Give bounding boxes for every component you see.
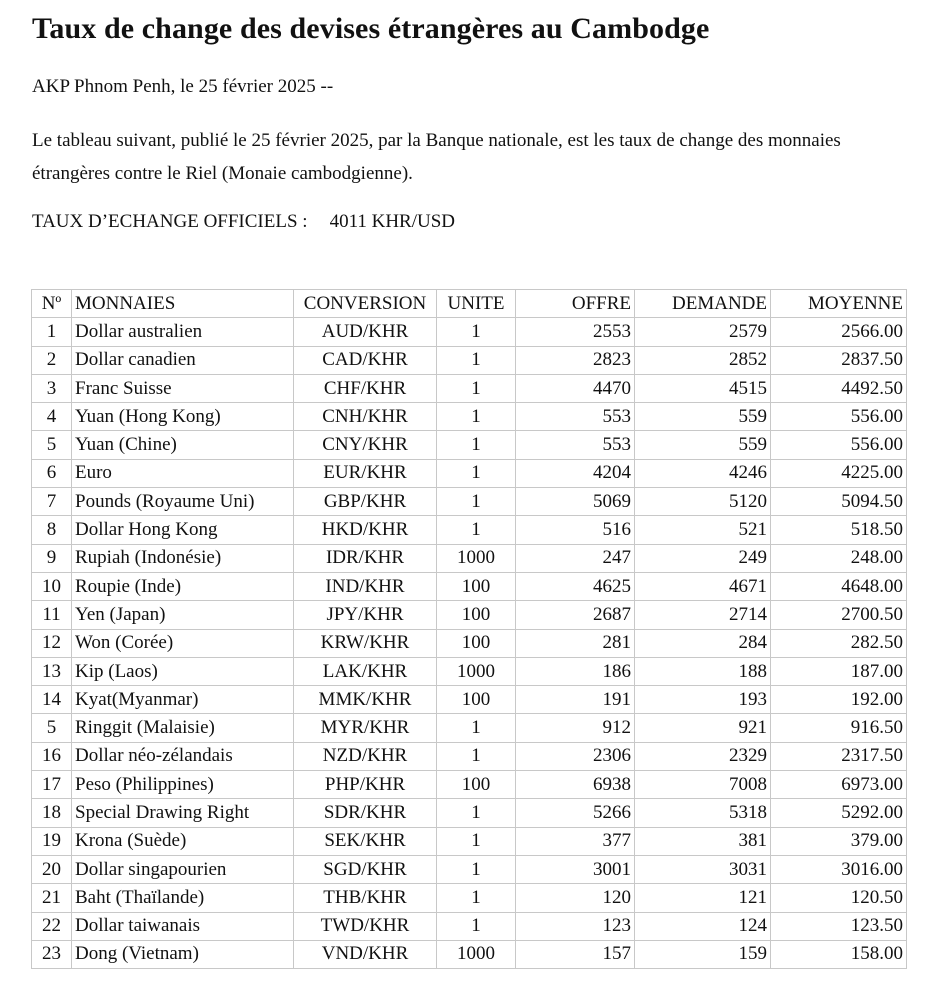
cell-demand: 381 <box>635 827 771 855</box>
cell-offer: 2823 <box>516 346 635 374</box>
table-row <box>32 714 907 742</box>
table-row <box>32 431 907 459</box>
table-row <box>32 855 907 883</box>
cell-unit: 1 <box>437 318 516 346</box>
cell-currency: Rupiah (Indonésie) <box>72 544 294 572</box>
cell-demand: 2714 <box>635 601 771 629</box>
cell-average: 3016.00 <box>771 855 907 883</box>
cell-number: 6 <box>32 459 72 487</box>
cell-number: 5 <box>32 714 72 742</box>
cell-offer: 123 <box>516 912 635 940</box>
cell-average: 2566.00 <box>771 318 907 346</box>
cell-number: 19 <box>32 827 72 855</box>
header-offer: OFFRE <box>516 290 635 318</box>
cell-unit: 1 <box>437 346 516 374</box>
cell-currency: Dollar Hong Kong <box>72 516 294 544</box>
cell-conversion: JPY/KHR <box>294 601 437 629</box>
header-unit: UNITE <box>437 290 516 318</box>
cell-demand: 4671 <box>635 572 771 600</box>
cell-number: 18 <box>32 799 72 827</box>
table-row <box>32 346 907 374</box>
cell-currency: Euro <box>72 459 294 487</box>
cell-number: 17 <box>32 771 72 799</box>
cell-demand: 2329 <box>635 742 771 770</box>
cell-average: 120.50 <box>771 884 907 912</box>
cell-offer: 516 <box>516 516 635 544</box>
table-row <box>32 601 907 629</box>
table-row <box>32 544 907 572</box>
cell-conversion: CNY/KHR <box>294 431 437 459</box>
cell-demand: 4515 <box>635 374 771 402</box>
cell-number: 4 <box>32 403 72 431</box>
cell-average: 2317.50 <box>771 742 907 770</box>
cell-offer: 5266 <box>516 799 635 827</box>
cell-offer: 157 <box>516 940 635 968</box>
cell-offer: 186 <box>516 657 635 685</box>
cell-average: 4225.00 <box>771 459 907 487</box>
cell-currency: Dollar canadien <box>72 346 294 374</box>
cell-number: 9 <box>32 544 72 572</box>
cell-unit: 1 <box>437 799 516 827</box>
cell-demand: 559 <box>635 431 771 459</box>
exchange-rate-table <box>31 289 907 969</box>
cell-conversion: VND/KHR <box>294 940 437 968</box>
cell-offer: 191 <box>516 686 635 714</box>
cell-demand: 7008 <box>635 771 771 799</box>
table-row <box>32 799 907 827</box>
cell-offer: 281 <box>516 629 635 657</box>
cell-conversion: IND/KHR <box>294 572 437 600</box>
cell-unit: 1 <box>437 855 516 883</box>
cell-demand: 3031 <box>635 855 771 883</box>
cell-unit: 1 <box>437 403 516 431</box>
cell-currency: Dollar singapourien <box>72 855 294 883</box>
cell-offer: 4470 <box>516 374 635 402</box>
intro-paragraph: Le tableau suivant, publié le 25 février 2025, par la Banque nationale, est les taux de change des monnaies étrangères contre le Riel (Monaie cambodgienne). <box>32 130 841 184</box>
cell-average: 6973.00 <box>771 771 907 799</box>
cell-demand: 124 <box>635 912 771 940</box>
table-body <box>32 318 907 969</box>
table-row <box>32 827 907 855</box>
cell-number: 2 <box>32 346 72 374</box>
cell-number: 20 <box>32 855 72 883</box>
cell-unit: 1000 <box>437 544 516 572</box>
cell-currency: Ringgit (Malaisie) <box>72 714 294 742</box>
cell-offer: 3001 <box>516 855 635 883</box>
cell-demand: 5120 <box>635 488 771 516</box>
cell-offer: 4204 <box>516 459 635 487</box>
cell-demand: 4246 <box>635 459 771 487</box>
table-row <box>32 516 907 544</box>
cell-unit: 100 <box>437 601 516 629</box>
cell-average: 2837.50 <box>771 346 907 374</box>
table-row <box>32 771 907 799</box>
cell-currency: Dollar taiwanais <box>72 912 294 940</box>
cell-conversion: CHF/KHR <box>294 374 437 402</box>
cell-average: 379.00 <box>771 827 907 855</box>
cell-offer: 2687 <box>516 601 635 629</box>
cell-conversion: TWD/KHR <box>294 912 437 940</box>
cell-conversion: KRW/KHR <box>294 629 437 657</box>
cell-offer: 377 <box>516 827 635 855</box>
cell-offer: 912 <box>516 714 635 742</box>
cell-conversion: IDR/KHR <box>294 544 437 572</box>
cell-currency: Kyat(Myanmar) <box>72 686 294 714</box>
cell-conversion: CNH/KHR <box>294 403 437 431</box>
cell-average: 916.50 <box>771 714 907 742</box>
cell-conversion: LAK/KHR <box>294 657 437 685</box>
cell-average: 2700.50 <box>771 601 907 629</box>
cell-average: 5292.00 <box>771 799 907 827</box>
cell-unit: 100 <box>437 629 516 657</box>
cell-offer: 120 <box>516 884 635 912</box>
cell-conversion: EUR/KHR <box>294 459 437 487</box>
cell-number: 14 <box>32 686 72 714</box>
cell-currency: Franc Suisse <box>72 374 294 402</box>
cell-offer: 553 <box>516 403 635 431</box>
cell-average: 556.00 <box>771 431 907 459</box>
cell-offer: 5069 <box>516 488 635 516</box>
cell-offer: 4625 <box>516 572 635 600</box>
cell-currency: Kip (Laos) <box>72 657 294 685</box>
official-rate-value: 4011 KHR/USD <box>329 211 456 232</box>
table-row <box>32 374 907 402</box>
table-row <box>32 940 907 968</box>
cell-number: 23 <box>32 940 72 968</box>
official-rate-line <box>32 211 455 233</box>
cell-conversion: CAD/KHR <box>294 346 437 374</box>
cell-unit: 1 <box>437 912 516 940</box>
header-currency: MONNAIES <box>72 290 294 318</box>
cell-conversion: MMK/KHR <box>294 686 437 714</box>
cell-currency: Krona (Suède) <box>72 827 294 855</box>
cell-currency: Baht (Thaïlande) <box>72 884 294 912</box>
table-row <box>32 572 907 600</box>
header-number: Nº <box>32 290 72 318</box>
cell-average: 187.00 <box>771 657 907 685</box>
cell-average: 282.50 <box>771 629 907 657</box>
cell-unit: 1 <box>437 431 516 459</box>
table-row <box>32 629 907 657</box>
dateline: AKP Phnom Penh, le 25 février 2025 -- <box>32 76 334 97</box>
cell-number: 21 <box>32 884 72 912</box>
cell-average: 192.00 <box>771 686 907 714</box>
cell-number: 5 <box>32 431 72 459</box>
cell-conversion: GBP/KHR <box>294 488 437 516</box>
cell-number: 7 <box>32 488 72 516</box>
page-title: Taux de change des devises étrangères au Cambodge <box>32 12 710 45</box>
cell-conversion: SGD/KHR <box>294 855 437 883</box>
cell-unit: 1000 <box>437 940 516 968</box>
cell-currency: Yen (Japan) <box>72 601 294 629</box>
cell-conversion: PHP/KHR <box>294 771 437 799</box>
cell-average: 5094.50 <box>771 488 907 516</box>
cell-number: 12 <box>32 629 72 657</box>
cell-demand: 193 <box>635 686 771 714</box>
table-row <box>32 912 907 940</box>
cell-offer: 553 <box>516 431 635 459</box>
cell-unit: 1 <box>437 714 516 742</box>
cell-unit: 1 <box>437 374 516 402</box>
cell-demand: 284 <box>635 629 771 657</box>
table-row <box>32 488 907 516</box>
cell-demand: 2852 <box>635 346 771 374</box>
cell-unit: 1 <box>437 884 516 912</box>
cell-offer: 2553 <box>516 318 635 346</box>
cell-average: 518.50 <box>771 516 907 544</box>
cell-demand: 249 <box>635 544 771 572</box>
cell-offer: 247 <box>516 544 635 572</box>
cell-unit: 100 <box>437 572 516 600</box>
table-row <box>32 318 907 346</box>
cell-number: 11 <box>32 601 72 629</box>
cell-demand: 921 <box>635 714 771 742</box>
cell-currency: Special Drawing Right <box>72 799 294 827</box>
table-row <box>32 686 907 714</box>
cell-demand: 121 <box>635 884 771 912</box>
cell-demand: 188 <box>635 657 771 685</box>
cell-number: 1 <box>32 318 72 346</box>
cell-offer: 2306 <box>516 742 635 770</box>
cell-number: 3 <box>32 374 72 402</box>
cell-offer: 6938 <box>516 771 635 799</box>
cell-currency: Yuan (Hong Kong) <box>72 403 294 431</box>
cell-demand: 2579 <box>635 318 771 346</box>
table-header-row <box>32 290 907 318</box>
cell-currency: Roupie (Inde) <box>72 572 294 600</box>
cell-currency: Won (Corée) <box>72 629 294 657</box>
cell-unit: 1 <box>437 742 516 770</box>
cell-currency: Pounds (Royaume Uni) <box>72 488 294 516</box>
cell-number: 8 <box>32 516 72 544</box>
cell-unit: 1 <box>437 459 516 487</box>
cell-currency: Dollar néo-zélandais <box>72 742 294 770</box>
cell-average: 158.00 <box>771 940 907 968</box>
cell-currency: Peso (Philippines) <box>72 771 294 799</box>
cell-average: 123.50 <box>771 912 907 940</box>
cell-unit: 1000 <box>437 657 516 685</box>
cell-average: 248.00 <box>771 544 907 572</box>
cell-unit: 100 <box>437 686 516 714</box>
cell-demand: 5318 <box>635 799 771 827</box>
header-conversion: CONVERSION <box>294 290 437 318</box>
table-row <box>32 884 907 912</box>
cell-average: 4492.50 <box>771 374 907 402</box>
cell-unit: 1 <box>437 488 516 516</box>
cell-conversion: SDR/KHR <box>294 799 437 827</box>
official-rate-label: TAUX D’ECHANGE OFFICIELS : <box>32 211 308 232</box>
cell-average: 556.00 <box>771 403 907 431</box>
cell-demand: 521 <box>635 516 771 544</box>
cell-conversion: AUD/KHR <box>294 318 437 346</box>
cell-conversion: SEK/KHR <box>294 827 437 855</box>
cell-conversion: HKD/KHR <box>294 516 437 544</box>
cell-unit: 1 <box>437 516 516 544</box>
cell-unit: 100 <box>437 771 516 799</box>
cell-number: 10 <box>32 572 72 600</box>
table-row <box>32 403 907 431</box>
cell-conversion: NZD/KHR <box>294 742 437 770</box>
cell-average: 4648.00 <box>771 572 907 600</box>
cell-currency: Dong (Vietnam) <box>72 940 294 968</box>
cell-currency: Dollar australien <box>72 318 294 346</box>
cell-conversion: MYR/KHR <box>294 714 437 742</box>
header-demand: DEMANDE <box>635 290 771 318</box>
cell-number: 13 <box>32 657 72 685</box>
table-row <box>32 657 907 685</box>
cell-unit: 1 <box>437 827 516 855</box>
cell-number: 22 <box>32 912 72 940</box>
header-average: MOYENNE <box>771 290 907 318</box>
table-row <box>32 742 907 770</box>
cell-demand: 559 <box>635 403 771 431</box>
cell-demand: 159 <box>635 940 771 968</box>
table-row <box>32 459 907 487</box>
cell-conversion: THB/KHR <box>294 884 437 912</box>
cell-number: 16 <box>32 742 72 770</box>
cell-currency: Yuan (Chine) <box>72 431 294 459</box>
